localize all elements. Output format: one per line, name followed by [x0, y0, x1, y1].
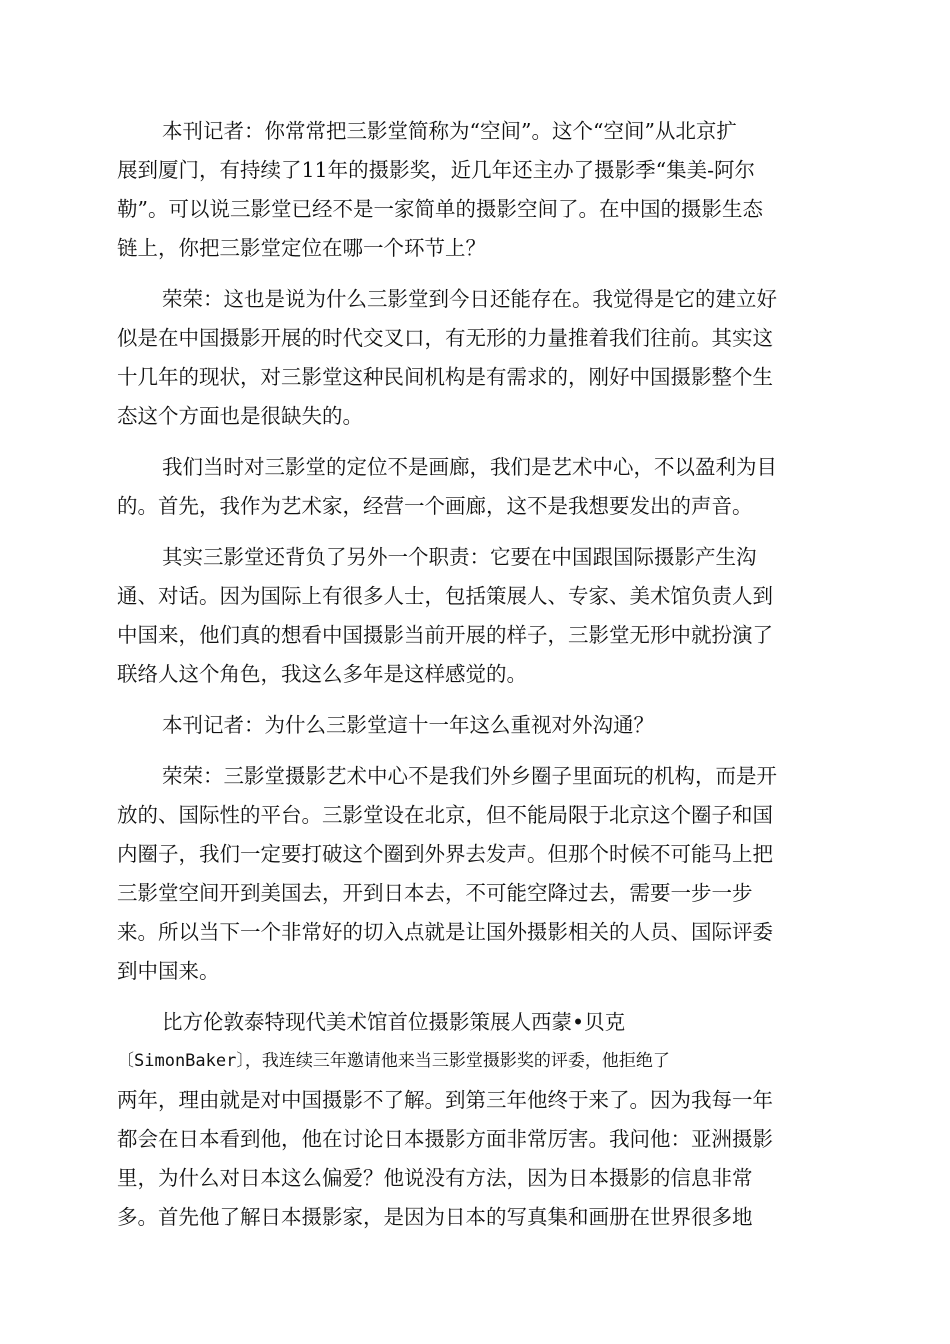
text-line: 多。首先他了解日本摄影家，是因为日本的写真集和画册在世界很多地	[117, 1205, 753, 1229]
text-line: 中国来，他们真的想看中国摄影当前开展的样子，三影堂无形中就扮演了	[117, 623, 773, 647]
text-line: 十几年的现状，对三影堂这种民间机构是有需求的，刚好中国摄影整个生	[117, 365, 773, 389]
text-line: 联络人这个角色，我这么多年是这样感觉的。	[117, 662, 527, 686]
text-line: 态这个方面也是很缺失的。	[117, 404, 363, 428]
text-line: 的。首先，我作为艺术家，经营一个画廊，这不是我想要发出的声音。	[117, 494, 753, 518]
text-line: 到中国来。	[117, 959, 220, 983]
text-line: 都会在日本看到他，他在讨论日本摄影方面非常厉害。我问他：亚洲摄影	[117, 1127, 773, 1151]
text-line: 三影堂空间开到美国去，开到日本去，不可能空降过去，需要一步一步	[117, 881, 753, 905]
text-line: 放的、国际性的平台。三影堂设在北京，但不能局限于北京这个圈子和国	[117, 803, 773, 827]
text-line: 〔SimonBaker〕，我连续三年邀请他来当三影堂摄影奖的评委，他拒绝了	[117, 1051, 670, 1071]
text-line: 荣荣：三影堂摄影艺术中心不是我们外乡圈子里面玩的机构，而是开	[162, 764, 777, 788]
text-line: 本刊记者：为什么三影堂這十一年这么重视对外沟通？	[162, 713, 654, 737]
text-line: 来。所以当下一个非常好的切入点就是让国外摄影相关的人员、国际评委	[117, 920, 773, 944]
text-line: 两年，理由就是对中国摄影不了解。到第三年他终于来了。因为我每一年	[117, 1088, 773, 1112]
text-line: 展到厦门，有持续了11年的摄影奖，近几年还主办了摄影季“集美-阿尔	[117, 158, 755, 182]
text-line: 内圈子，我们一定要打破这个圈到外界去发声。但那个时候不可能马上把	[117, 842, 773, 866]
text-line: 勒”。可以说三影堂已经不是一家简单的摄影空间了。在中国的摄影生态	[117, 197, 763, 221]
text-line: 里，为什么对日本这么偏爱？他说没有方法，因为日本摄影的信息非常	[117, 1166, 753, 1190]
text-line: 比方伦敦泰特现代美术馆首位摄影策展人西蒙•贝克	[162, 1010, 626, 1034]
text-line: 我们当时对三影堂的定位不是画廊，我们是艺术中心，不以盈利为目	[162, 455, 777, 479]
text-line: 本刊记者：你常常把三影堂简称为“空间”。这个“空间”从北京扩	[162, 119, 737, 143]
text-line: 链上，你把三影堂定位在哪一个环节上？	[117, 236, 486, 260]
text-line: 荣荣：这也是说为什么三影堂到今日还能存在。我觉得是它的建立好	[162, 287, 777, 311]
text-line: 通、对话。因为国际上有很多人士，包括策展人、专家、美术馆负责人到	[117, 584, 773, 608]
text-line: 似是在中国摄影开展的时代交叉口，有无形的力量推着我们往前。其实这	[117, 326, 773, 350]
text-line: 其实三影堂还背负了另外一个职责：它要在中国跟国际摄影产生沟	[162, 545, 757, 569]
